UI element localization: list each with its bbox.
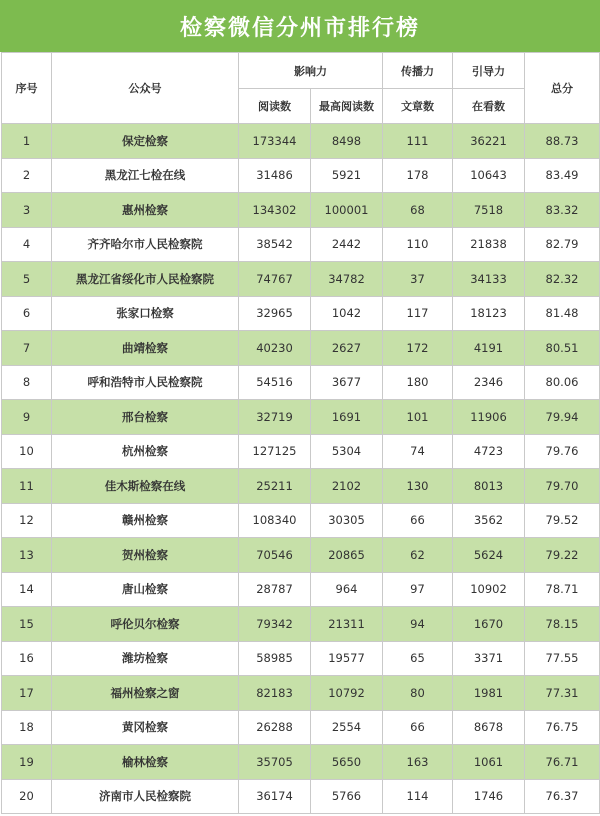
cell-rank: 19 <box>2 745 52 780</box>
cell-articles: 66 <box>383 710 453 745</box>
cell-total: 79.94 <box>525 400 600 435</box>
table-row <box>2 331 600 366</box>
cell-rank: 16 <box>2 641 52 676</box>
cell-articles: 117 <box>383 296 453 331</box>
cell-total: 76.75 <box>525 710 600 745</box>
cell-account-name: 黑龙江七检在线 <box>52 158 239 193</box>
table-row <box>2 400 600 435</box>
cell-total: 83.32 <box>525 193 600 228</box>
cell-watching: 36221 <box>453 124 525 159</box>
page-title: 检察微信分州市排行榜 <box>0 0 600 52</box>
header-spread: 传播力 <box>383 53 453 89</box>
cell-reads: 25211 <box>239 469 311 504</box>
cell-account-name: 济南市人民检察院 <box>52 779 239 814</box>
cell-account-name: 黄冈检察 <box>52 710 239 745</box>
cell-watching: 10643 <box>453 158 525 193</box>
cell-watching: 3371 <box>453 641 525 676</box>
cell-watching: 1061 <box>453 745 525 780</box>
cell-articles: 178 <box>383 158 453 193</box>
cell-account-name: 呼伦贝尔检察 <box>52 607 239 642</box>
header-watching: 在看数 <box>453 89 525 124</box>
cell-max-reads: 2442 <box>311 227 383 262</box>
cell-articles: 110 <box>383 227 453 262</box>
cell-reads: 58985 <box>239 641 311 676</box>
cell-rank: 17 <box>2 676 52 711</box>
cell-max-reads: 34782 <box>311 262 383 297</box>
cell-account-name: 唐山检察 <box>52 572 239 607</box>
cell-watching: 1670 <box>453 607 525 642</box>
cell-account-name: 齐齐哈尔市人民检察院 <box>52 227 239 262</box>
cell-reads: 70546 <box>239 538 311 573</box>
cell-max-reads: 19577 <box>311 641 383 676</box>
cell-account-name: 黑龙江省绥化市人民检察院 <box>52 262 239 297</box>
cell-max-reads: 100001 <box>311 193 383 228</box>
cell-reads: 134302 <box>239 193 311 228</box>
cell-max-reads: 1691 <box>311 400 383 435</box>
cell-reads: 38542 <box>239 227 311 262</box>
cell-account-name: 潍坊检察 <box>52 641 239 676</box>
cell-rank: 11 <box>2 469 52 504</box>
table-row <box>2 469 600 504</box>
table-row <box>2 193 600 228</box>
ranking-table <box>1 52 600 814</box>
cell-reads: 32965 <box>239 296 311 331</box>
cell-total: 81.48 <box>525 296 600 331</box>
table-row <box>2 365 600 400</box>
cell-rank: 5 <box>2 262 52 297</box>
cell-max-reads: 2102 <box>311 469 383 504</box>
table-row <box>2 124 600 159</box>
cell-watching: 4723 <box>453 434 525 469</box>
cell-max-reads: 5650 <box>311 745 383 780</box>
header-articles: 文章数 <box>383 89 453 124</box>
table-row <box>2 779 600 814</box>
cell-articles: 130 <box>383 469 453 504</box>
cell-max-reads: 1042 <box>311 296 383 331</box>
cell-reads: 35705 <box>239 745 311 780</box>
header-reads: 阅读数 <box>239 89 311 124</box>
cell-total: 83.49 <box>525 158 600 193</box>
header-total: 总分 <box>525 53 600 124</box>
cell-total: 77.31 <box>525 676 600 711</box>
cell-total: 79.22 <box>525 538 600 573</box>
cell-max-reads: 20865 <box>311 538 383 573</box>
cell-reads: 82183 <box>239 676 311 711</box>
cell-rank: 15 <box>2 607 52 642</box>
cell-reads: 173344 <box>239 124 311 159</box>
cell-watching: 18123 <box>453 296 525 331</box>
cell-account-name: 榆林检察 <box>52 745 239 780</box>
cell-max-reads: 964 <box>311 572 383 607</box>
cell-total: 82.79 <box>525 227 600 262</box>
cell-watching: 3562 <box>453 503 525 538</box>
cell-watching: 7518 <box>453 193 525 228</box>
table-row <box>2 745 600 780</box>
cell-account-name: 呼和浩特市人民检察院 <box>52 365 239 400</box>
cell-reads: 28787 <box>239 572 311 607</box>
cell-max-reads: 5766 <box>311 779 383 814</box>
cell-watching: 1746 <box>453 779 525 814</box>
cell-total: 77.55 <box>525 641 600 676</box>
cell-max-reads: 5304 <box>311 434 383 469</box>
header-rank: 序号 <box>2 53 52 124</box>
cell-articles: 74 <box>383 434 453 469</box>
cell-account-name: 张家口检察 <box>52 296 239 331</box>
cell-reads: 26288 <box>239 710 311 745</box>
cell-max-reads: 2627 <box>311 331 383 366</box>
cell-account-name: 贺州检察 <box>52 538 239 573</box>
cell-rank: 20 <box>2 779 52 814</box>
cell-total: 79.76 <box>525 434 600 469</box>
table-row <box>2 296 600 331</box>
cell-rank: 14 <box>2 572 52 607</box>
cell-account-name: 曲靖检察 <box>52 331 239 366</box>
cell-watching: 21838 <box>453 227 525 262</box>
cell-rank: 3 <box>2 193 52 228</box>
cell-articles: 68 <box>383 193 453 228</box>
cell-watching: 2346 <box>453 365 525 400</box>
cell-max-reads: 30305 <box>311 503 383 538</box>
cell-account-name: 邢台检察 <box>52 400 239 435</box>
cell-articles: 172 <box>383 331 453 366</box>
cell-max-reads: 3677 <box>311 365 383 400</box>
cell-max-reads: 2554 <box>311 710 383 745</box>
cell-articles: 163 <box>383 745 453 780</box>
table-row <box>2 158 600 193</box>
cell-articles: 62 <box>383 538 453 573</box>
cell-rank: 13 <box>2 538 52 573</box>
cell-reads: 74767 <box>239 262 311 297</box>
cell-rank: 18 <box>2 710 52 745</box>
cell-reads: 108340 <box>239 503 311 538</box>
cell-reads: 40230 <box>239 331 311 366</box>
header-account: 公众号 <box>52 53 239 124</box>
cell-articles: 66 <box>383 503 453 538</box>
cell-account-name: 佳木斯检察在线 <box>52 469 239 504</box>
cell-total: 79.70 <box>525 469 600 504</box>
cell-watching: 10902 <box>453 572 525 607</box>
cell-max-reads: 8498 <box>311 124 383 159</box>
cell-rank: 1 <box>2 124 52 159</box>
cell-total: 82.32 <box>525 262 600 297</box>
table-row <box>2 710 600 745</box>
cell-total: 76.37 <box>525 779 600 814</box>
table-row <box>2 503 600 538</box>
cell-reads: 31486 <box>239 158 311 193</box>
cell-articles: 37 <box>383 262 453 297</box>
cell-rank: 10 <box>2 434 52 469</box>
cell-account-name: 惠州检察 <box>52 193 239 228</box>
table-row <box>2 607 600 642</box>
cell-watching: 5624 <box>453 538 525 573</box>
cell-account-name: 福州检察之窗 <box>52 676 239 711</box>
cell-total: 80.06 <box>525 365 600 400</box>
cell-rank: 4 <box>2 227 52 262</box>
cell-max-reads: 21311 <box>311 607 383 642</box>
cell-articles: 101 <box>383 400 453 435</box>
table-header <box>2 53 600 124</box>
cell-reads: 127125 <box>239 434 311 469</box>
cell-rank: 7 <box>2 331 52 366</box>
cell-account-name: 赣州检察 <box>52 503 239 538</box>
cell-total: 78.15 <box>525 607 600 642</box>
header-influence: 影响力 <box>239 53 383 89</box>
cell-reads: 32719 <box>239 400 311 435</box>
cell-watching: 8678 <box>453 710 525 745</box>
ranking-table-container <box>1 52 599 814</box>
cell-rank: 9 <box>2 400 52 435</box>
cell-account-name: 保定检察 <box>52 124 239 159</box>
table-row <box>2 538 600 573</box>
cell-reads: 36174 <box>239 779 311 814</box>
cell-max-reads: 5921 <box>311 158 383 193</box>
cell-rank: 6 <box>2 296 52 331</box>
cell-total: 88.73 <box>525 124 600 159</box>
cell-total: 78.71 <box>525 572 600 607</box>
cell-reads: 79342 <box>239 607 311 642</box>
cell-total: 79.52 <box>525 503 600 538</box>
cell-rank: 2 <box>2 158 52 193</box>
cell-watching: 1981 <box>453 676 525 711</box>
cell-watching: 4191 <box>453 331 525 366</box>
table-body <box>2 124 600 814</box>
cell-articles: 80 <box>383 676 453 711</box>
cell-account-name: 杭州检察 <box>52 434 239 469</box>
cell-articles: 180 <box>383 365 453 400</box>
cell-articles: 65 <box>383 641 453 676</box>
header-guide: 引导力 <box>453 53 525 89</box>
table-row <box>2 434 600 469</box>
table-row <box>2 676 600 711</box>
cell-articles: 114 <box>383 779 453 814</box>
cell-rank: 8 <box>2 365 52 400</box>
cell-watching: 11906 <box>453 400 525 435</box>
table-row <box>2 572 600 607</box>
table-row <box>2 262 600 297</box>
cell-articles: 97 <box>383 572 453 607</box>
header-max-reads: 最高阅读数 <box>311 89 383 124</box>
table-row <box>2 227 600 262</box>
cell-total: 76.71 <box>525 745 600 780</box>
cell-watching: 34133 <box>453 262 525 297</box>
cell-total: 80.51 <box>525 331 600 366</box>
cell-watching: 8013 <box>453 469 525 504</box>
cell-articles: 111 <box>383 124 453 159</box>
cell-max-reads: 10792 <box>311 676 383 711</box>
cell-reads: 54516 <box>239 365 311 400</box>
table-row <box>2 641 600 676</box>
cell-articles: 94 <box>383 607 453 642</box>
cell-rank: 12 <box>2 503 52 538</box>
